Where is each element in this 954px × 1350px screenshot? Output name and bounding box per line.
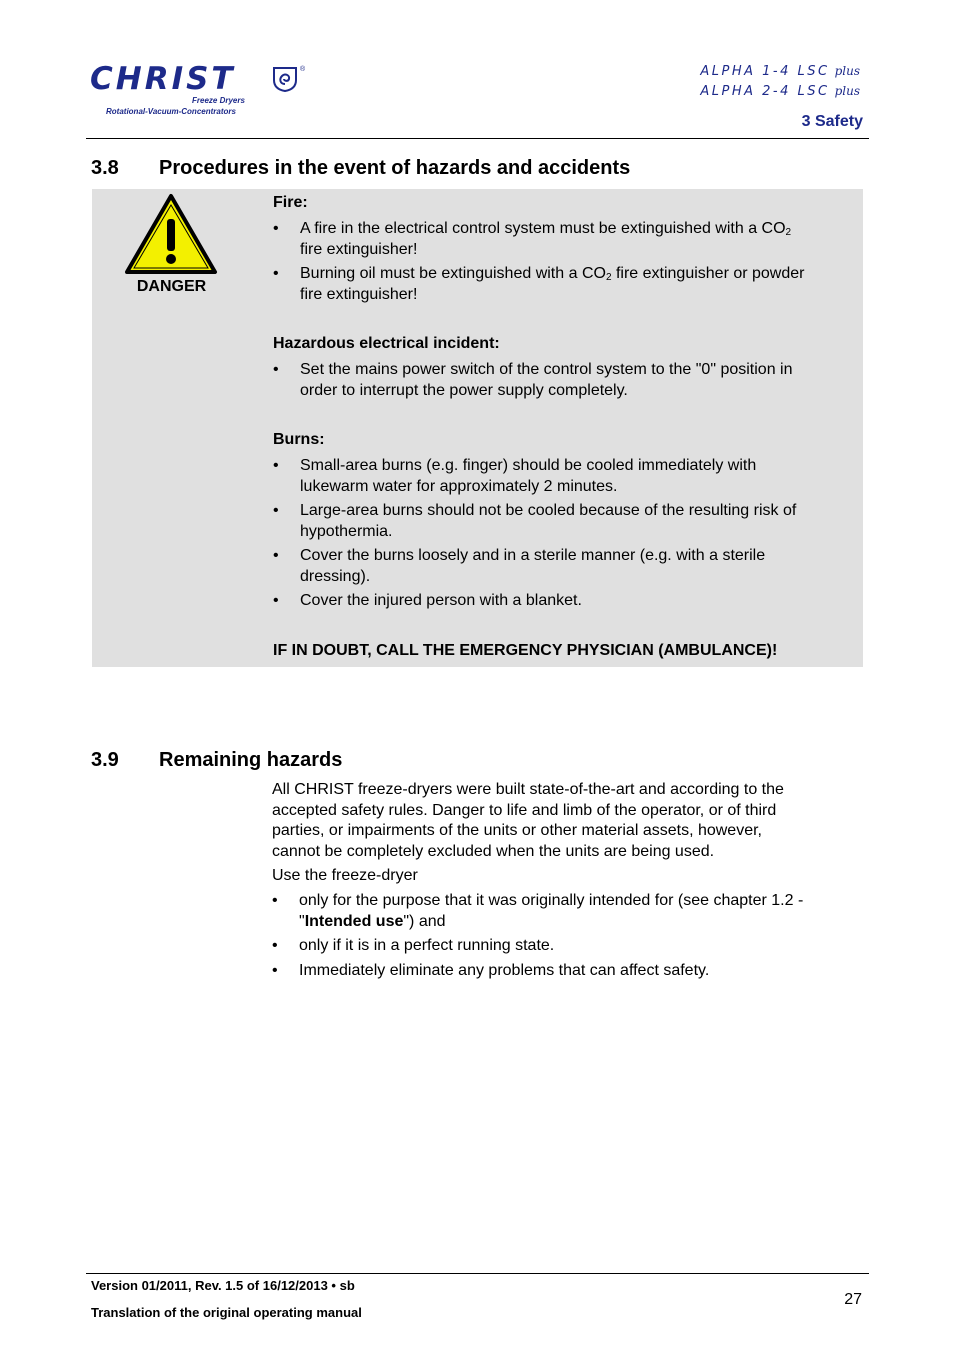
paragraph-line: accepted safety rules. Danger to life and limb of the operator, or of third bbox=[272, 801, 777, 819]
warning-triangle-icon bbox=[124, 193, 218, 275]
burns-heading: Burns: bbox=[273, 431, 325, 448]
bullet: • bbox=[273, 457, 279, 474]
subscript: 2 bbox=[605, 272, 612, 283]
item-text: Immediately eliminate any problems that can affect safety. bbox=[299, 962, 710, 979]
page-number: 27 bbox=[844, 1291, 862, 1308]
section-number: 3.8 bbox=[91, 157, 119, 179]
item-text: Burning oil must be extinguished with a CO bbox=[300, 265, 606, 282]
section-number: 3.9 bbox=[91, 749, 119, 771]
list-item bbox=[273, 219, 863, 261]
item-text: fire extinguisher or powder bbox=[611, 265, 805, 282]
list-item bbox=[273, 591, 863, 613]
item-text: Cover the injured person with a blanket. bbox=[300, 592, 582, 609]
emergency-notice: IF IN DOUBT, CALL THE EMERGENCY PHYSICIAN (AMBULANCE)! bbox=[273, 642, 778, 659]
bullet: • bbox=[273, 502, 279, 519]
footer-translation-note: Translation of the original operating manual bbox=[91, 1305, 362, 1320]
subscript: 2 bbox=[785, 227, 792, 238]
header-divider bbox=[86, 138, 869, 139]
model-plus: plus bbox=[834, 84, 860, 98]
item-text: Cover the burns loosely and in a sterile manner (e.g. with a sterile bbox=[300, 547, 766, 564]
list-item bbox=[272, 961, 862, 983]
item-text: fire extinguisher! bbox=[300, 240, 418, 258]
registered-mark: ® bbox=[300, 66, 306, 73]
item-text: A fire in the electrical control system must be extinguished with a CO bbox=[300, 220, 786, 237]
list-item bbox=[273, 264, 863, 306]
item-text: lukewarm water for approximately 2 minutes. bbox=[300, 477, 618, 495]
item-text: Large-area burns should not be cooled because of the resulting risk of bbox=[300, 502, 797, 519]
model-plus: plus bbox=[834, 64, 860, 78]
item-text: Set the mains power switch of the control system to the "0" position in bbox=[300, 361, 793, 378]
item-text: hypothermia. bbox=[300, 522, 393, 540]
fire-heading: Fire: bbox=[273, 194, 308, 211]
list-item bbox=[272, 936, 862, 958]
list-item bbox=[273, 546, 863, 588]
bullet: • bbox=[273, 265, 279, 282]
item-text: dressing). bbox=[300, 567, 371, 585]
item-text: " bbox=[299, 912, 305, 930]
bullet: • bbox=[273, 547, 279, 564]
bullet: • bbox=[272, 892, 278, 909]
chapter-title: 3 Safety bbox=[801, 113, 863, 130]
item-text: fire extinguisher! bbox=[300, 285, 418, 303]
intro-paragraph bbox=[272, 780, 784, 862]
bullet: • bbox=[273, 592, 279, 609]
list-item bbox=[273, 360, 863, 402]
bullet: • bbox=[272, 962, 278, 979]
bullet: • bbox=[273, 361, 279, 378]
paragraph-line: All CHRIST freeze-dryers were built state-of-the-art and according to the bbox=[272, 781, 784, 798]
section-title: Remaining hazards bbox=[159, 749, 343, 771]
danger-label: DANGER bbox=[136, 278, 207, 295]
bullet: • bbox=[272, 937, 278, 954]
use-intro: Use the freeze-dryer bbox=[272, 867, 418, 884]
model-name: ALPHA 1-4 LSC bbox=[700, 64, 830, 79]
christ-spiral-logo-icon bbox=[272, 66, 298, 92]
bullet: • bbox=[273, 220, 279, 237]
logo-subtitle-freeze-dryers: Freeze Dryers bbox=[192, 96, 245, 105]
paragraph-line: cannot be completely excluded when the units are being used. bbox=[272, 842, 715, 860]
item-text: Small-area burns (e.g. finger) should be cooled immediately with bbox=[300, 457, 757, 474]
logo-subtitle-rvc: Rotational-Vacuum-Concentrators bbox=[106, 107, 236, 116]
intended-use-link-text: Intended use bbox=[304, 912, 404, 930]
list-item bbox=[272, 891, 862, 933]
model-name: ALPHA 2-4 LSC bbox=[700, 84, 830, 99]
item-text: ") and bbox=[403, 912, 446, 930]
list-item bbox=[273, 501, 863, 543]
model-line-1 bbox=[700, 64, 860, 79]
footer-version: Version 01/2011, Rev. 1.5 of 16/12/2013 • sb bbox=[91, 1278, 355, 1293]
logo-wordmark: CHRIST bbox=[90, 61, 236, 97]
paragraph-line: parties, or impairments of the units or other material assets, however, bbox=[272, 822, 762, 839]
section-title: Procedures in the event of hazards and accidents bbox=[159, 157, 631, 179]
list-item bbox=[273, 456, 863, 498]
footer-divider bbox=[86, 1273, 869, 1274]
electrical-heading: Hazardous electrical incident: bbox=[273, 335, 500, 352]
item-text: only if it is in a perfect running state. bbox=[299, 937, 555, 954]
item-text: order to interrupt the power supply completely. bbox=[300, 381, 628, 399]
model-line-2 bbox=[700, 84, 860, 99]
item-text: only for the purpose that it was originally intended for (see chapter 1.2 - bbox=[299, 892, 804, 909]
